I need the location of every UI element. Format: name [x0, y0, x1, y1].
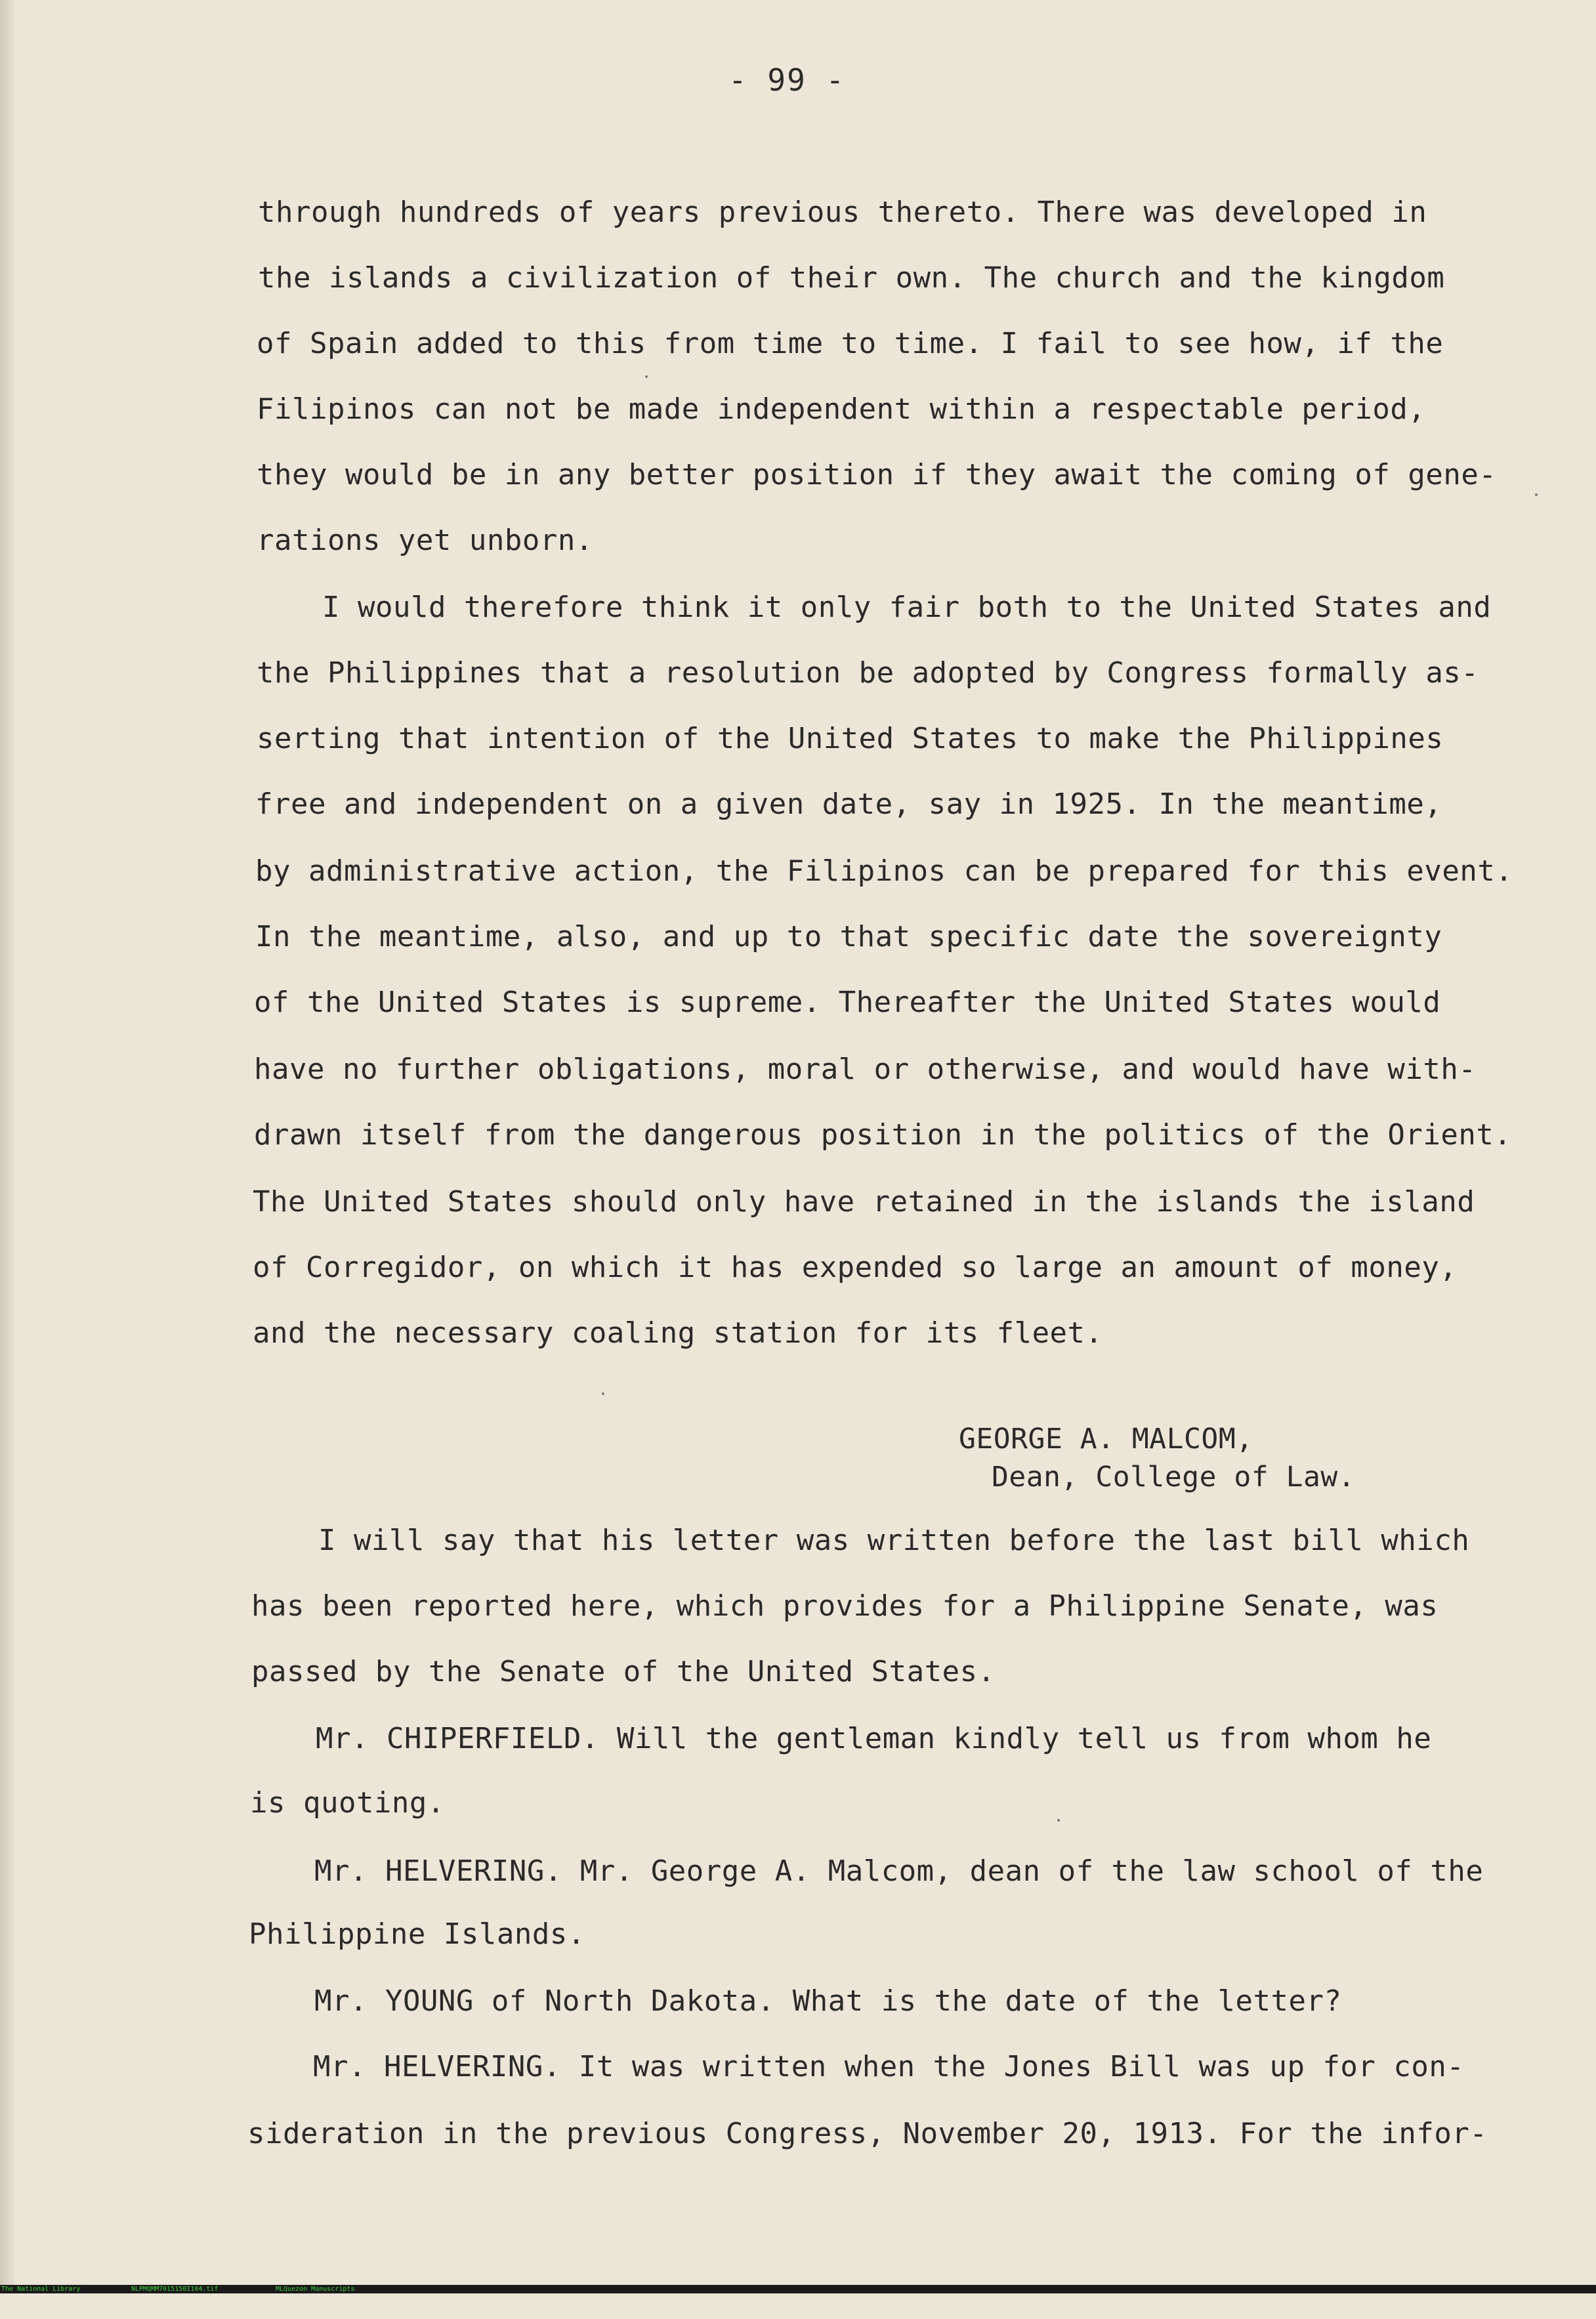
text-line: I will say that his letter was written before the last bill which [318, 1524, 1470, 1557]
text-line: Mr. HELVERING. Mr. George A. Malcom, dean of the law school of the [314, 1854, 1484, 1888]
text-line: Philippine Islands. [249, 1917, 585, 1951]
page-number: - 99 - [728, 62, 846, 98]
signature-name: GEORGE A. MALCOM, [959, 1423, 1253, 1455]
text-line: drawn itself from the dangerous position in the politics of the Orient. [254, 1118, 1512, 1152]
paper-speck [1057, 1819, 1060, 1822]
signature-title: Dean, College of Law. [992, 1461, 1356, 1494]
text-line: the islands a civilization of their own. The church and the kingdom [258, 261, 1445, 295]
text-line: has been reported here, which provides for a Philippine Senate, was [251, 1589, 1438, 1623]
paper-speck [645, 375, 648, 378]
text-line: I would therefore think it only fair both to the United States and [322, 591, 1492, 624]
text-line: The United States should only have retained in the islands the island [253, 1185, 1475, 1219]
text-line: Mr. YOUNG of North Dakota. What is the date of the letter? [314, 1984, 1342, 2018]
text-line: of the United States is supreme. Thereafter the United States would [254, 986, 1441, 1019]
scan-footer [0, 2285, 1596, 2293]
text-line: rations yet unborn. [257, 524, 593, 557]
text-line: by administrative action, the Filipinos can be prepared for this event. [255, 854, 1513, 888]
page-left-edge [0, 0, 14, 2285]
text-line: is quoting. [250, 1786, 445, 1820]
text-line: through hundreds of years previous thereto. There was developed in [258, 196, 1427, 229]
text-line: have no further obligations, moral or otherwise, and would have with- [254, 1053, 1477, 1086]
footer-library: The National Library [1, 2286, 81, 2293]
text-line: and the necessary coaling station for its fleet. [253, 1316, 1103, 1350]
footer-collection: MLQuezon Manuscripts [276, 2286, 355, 2293]
text-line: free and independent on a given date, say in 1925. In the meantime, [255, 787, 1442, 821]
text-line: sideration in the previous Congress, November 20, 1913. For the infor- [247, 2117, 1488, 2150]
text-line: Mr. HELVERING. It was written when the Jones Bill was up for con- [313, 2050, 1465, 2083]
text-line: passed by the Senate of the United States. [251, 1655, 996, 1688]
text-line: of Spain added to this from time to time. I fail to see how, if the [257, 327, 1444, 360]
text-line: of Corregidor, on which it has expended so large an amount of money, [253, 1251, 1458, 1284]
text-line: they would be in any better position if they await the coming of gene- [257, 458, 1497, 491]
footer-file: NLPMQMM7015150I104.tif [131, 2286, 219, 2293]
paper-speck [602, 1392, 604, 1395]
text-line: the Philippines that a resolution be adopted by Congress formally as- [257, 656, 1479, 690]
text-line: Filipinos can not be made independent within a respectable period, [257, 392, 1426, 426]
paper-speck [1535, 493, 1538, 496]
text-line: Mr. CHIPERFIELD. Will the gentleman kindly tell us from whom he [316, 1722, 1432, 1755]
text-line: In the meantime, also, and up to that specific date the sovereignty [255, 920, 1442, 953]
text-line: serting that intention of the United States to make the Philippines [257, 722, 1444, 755]
